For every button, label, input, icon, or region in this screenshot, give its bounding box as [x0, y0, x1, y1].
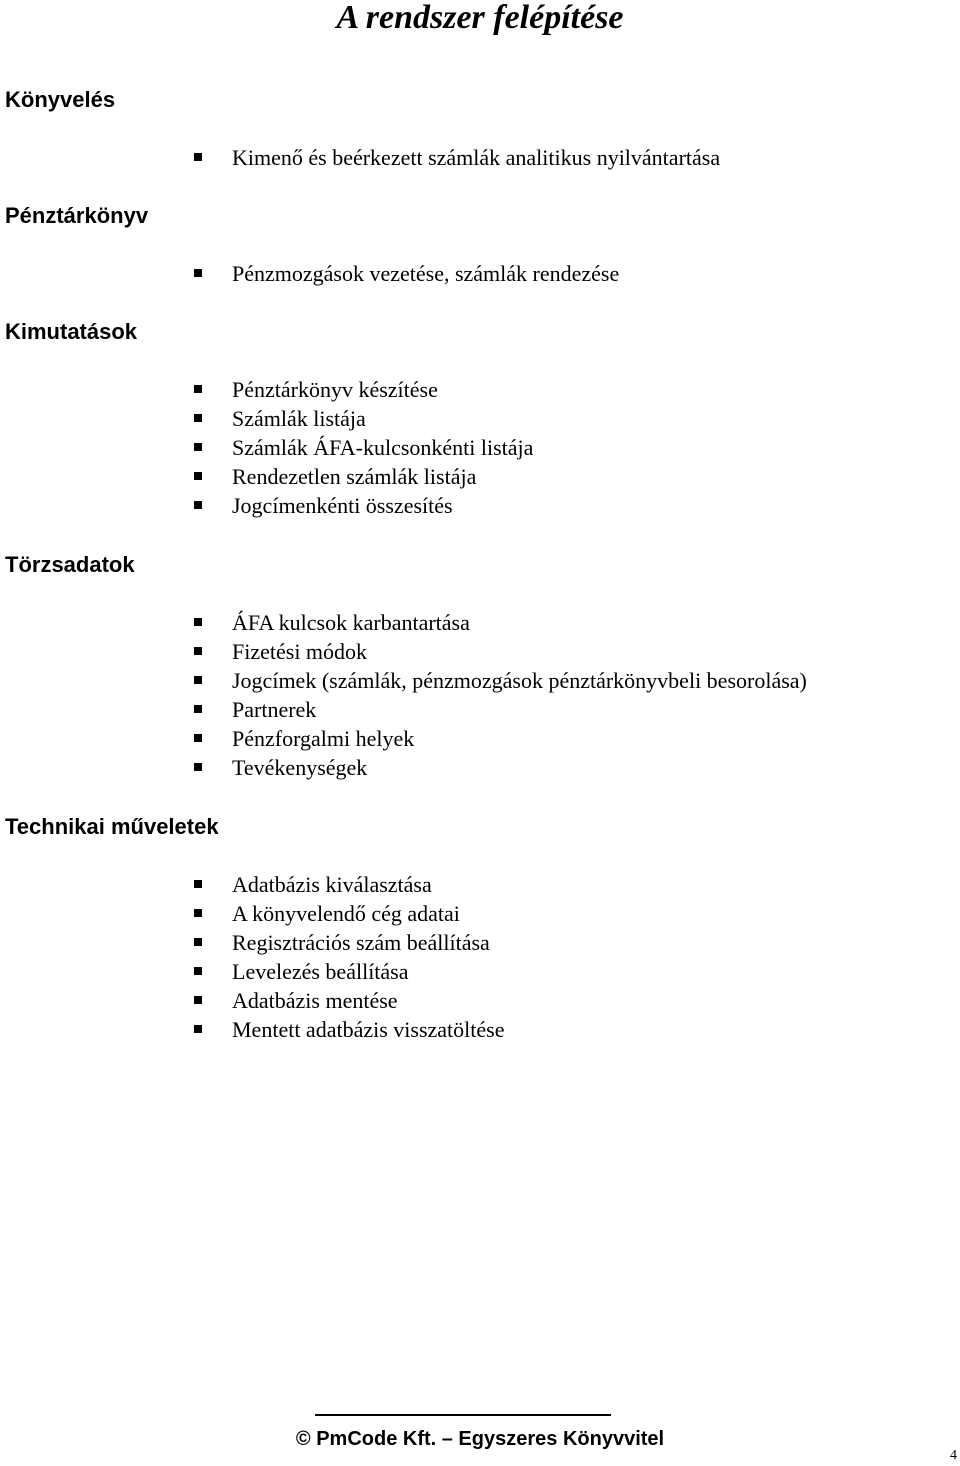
list-item	[190, 695, 807, 724]
bullet-list-konyveles	[190, 143, 720, 172]
list-item-text: Mentett adatbázis visszatöltése	[232, 1017, 505, 1042]
square-bullet-icon	[194, 909, 202, 917]
square-bullet-icon	[194, 996, 202, 1004]
footer-copyright: © PmCode Kft. – Egyszeres Könyvvitel	[295, 1428, 665, 1450]
list-item	[190, 404, 533, 433]
list-item	[190, 986, 504, 1015]
square-bullet-icon	[194, 385, 202, 393]
square-bullet-icon	[194, 763, 202, 771]
bullet-list-kimutatasok	[190, 375, 533, 520]
list-item	[190, 870, 504, 899]
list-item-text: Adatbázis kiválasztása	[232, 872, 432, 897]
bullet-list-torzsadatok	[190, 608, 807, 782]
list-item-text: Levelezés beállítása	[232, 959, 409, 984]
list-item	[190, 724, 807, 753]
list-item	[190, 899, 504, 928]
list-item-text: Pénzforgalmi helyek	[232, 726, 415, 751]
list-item	[190, 637, 807, 666]
square-bullet-icon	[194, 153, 202, 161]
list-item	[190, 433, 533, 462]
list-item-text: Pénztárkönyv készítése	[232, 377, 438, 402]
list-item-text: Regisztrációs szám beállítása	[232, 930, 490, 955]
bullet-list-technikai-muveletek	[190, 870, 504, 1044]
bullet-list-penztarkonyv	[190, 259, 619, 288]
square-bullet-icon	[194, 472, 202, 480]
list-item-text: Számlák listája	[232, 406, 366, 431]
list-item	[190, 259, 619, 288]
square-bullet-icon	[194, 880, 202, 888]
list-item-text: Tevékenységek	[232, 755, 368, 780]
list-item	[190, 462, 533, 491]
list-item-text: Jogcímenkénti összesítés	[232, 493, 453, 518]
list-item	[190, 957, 504, 986]
footer-divider	[315, 1414, 611, 1416]
list-item	[190, 753, 807, 782]
square-bullet-icon	[194, 938, 202, 946]
list-item-text: Fizetési módok	[232, 639, 368, 664]
list-item	[190, 928, 504, 957]
list-item	[190, 666, 807, 695]
square-bullet-icon	[194, 414, 202, 422]
list-item-text: A könyvelendő cég adatai	[232, 901, 460, 926]
list-item-text: Partnerek	[232, 697, 317, 722]
page-title: A rendszer felépítése	[336, 0, 624, 36]
square-bullet-icon	[194, 618, 202, 626]
page-number: 4	[950, 1448, 957, 1463]
section-heading-penztarkonyv: Pénztárkönyv	[5, 203, 149, 228]
list-item-text: Kimenő és beérkezett számlák analitikus nyilvántartása	[232, 145, 721, 170]
list-item-text: Számlák ÁFA-kulcsonkénti listája	[232, 435, 534, 460]
square-bullet-icon	[194, 443, 202, 451]
square-bullet-icon	[194, 269, 202, 277]
section-heading-konyveles: Könyvelés	[5, 87, 116, 112]
section-heading-kimutatasok: Kimutatások	[5, 319, 138, 344]
section-heading-technikai-muveletek: Technikai műveletek	[5, 814, 219, 839]
list-item-text: Jogcímek (számlák, pénzmozgások pénztárkönyvbeli besorolása)	[232, 668, 807, 693]
square-bullet-icon	[194, 1025, 202, 1033]
square-bullet-icon	[194, 647, 202, 655]
list-item-text: Adatbázis mentése	[232, 988, 398, 1013]
list-item-text: Pénzmozgások vezetése, számlák rendezése	[232, 261, 620, 286]
list-item-text: ÁFA kulcsok karbantartása	[232, 610, 470, 635]
list-item	[190, 143, 720, 172]
square-bullet-icon	[194, 676, 202, 684]
list-item	[190, 491, 533, 520]
section-heading-torzsadatok: Törzsadatok	[5, 552, 135, 577]
square-bullet-icon	[194, 705, 202, 713]
list-item	[190, 608, 807, 637]
square-bullet-icon	[194, 734, 202, 742]
list-item	[190, 1015, 504, 1044]
list-item	[190, 375, 533, 404]
list-item-text: Rendezetlen számlák listája	[232, 464, 477, 489]
square-bullet-icon	[194, 967, 202, 975]
square-bullet-icon	[194, 501, 202, 509]
